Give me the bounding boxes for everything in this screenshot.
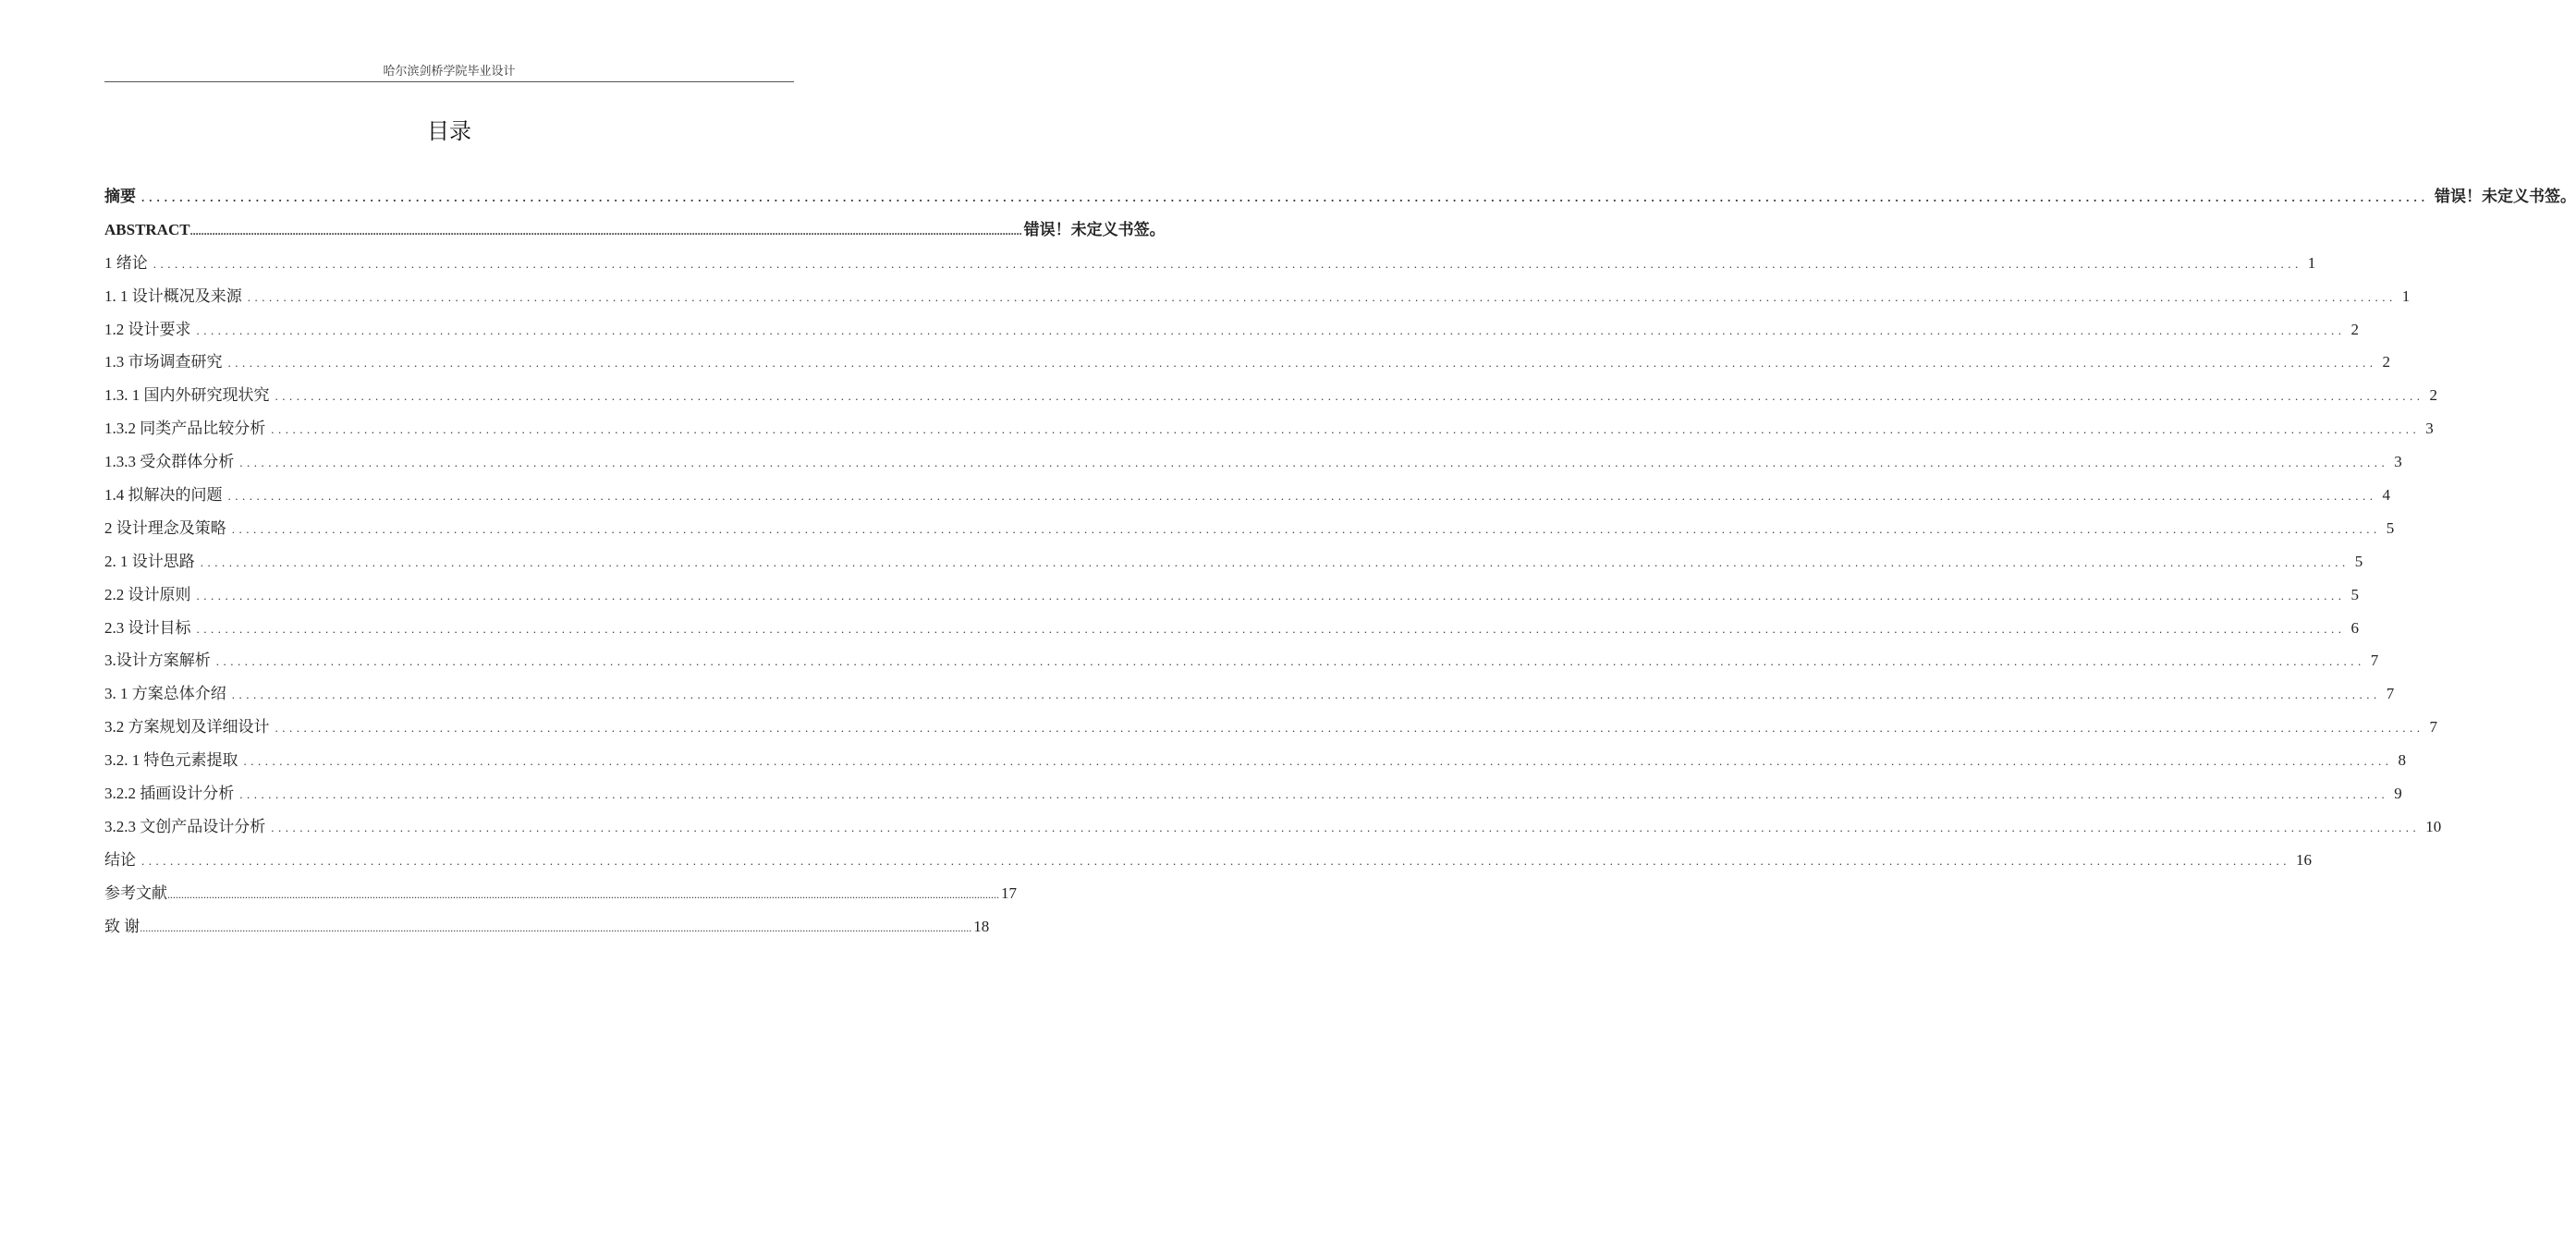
toc-dot-leader: ............................................................................................................................................................................................................................................................................................................ (141, 190, 2429, 204)
toc-entry-label: 摘要 (104, 188, 136, 205)
toc-entry[interactable] (104, 283, 2411, 316)
toc-entry-label: 3.设计方案解析 (104, 651, 211, 670)
toc-title: 目录 (427, 118, 471, 144)
toc-entry-page: 7 (2386, 685, 2395, 703)
toc-dot-leader: ............................................................................................................................................................................................................................................................................................................ (243, 754, 2393, 769)
toc-entry-label: 1 绪论 (104, 253, 148, 272)
toc-dot-leader: ............................................................................................................................................................................................................................................................................................................ (196, 588, 2346, 603)
toc-entry-page: 2 (2382, 353, 2390, 371)
toc-entry-page: 错误！未定义书签。 (2435, 188, 2576, 205)
toc-dot-leader: ............................................................................................................................................................................................................................................................................................................ (271, 422, 2421, 437)
toc-entry-label: 1.3.2 同类产品比较分析 (104, 420, 266, 438)
toc-dot-leader: ............................................................................................................................................................................................................................................................................................................ (275, 389, 2424, 404)
toc-dot-leader: ............................................................................................................................................................................................................................................................................................................ (215, 654, 2365, 669)
toc-entry[interactable] (104, 913, 990, 946)
toc-entry[interactable] (104, 448, 2402, 481)
toc-dot-leader: ............................................................................................................................................................................................................................................................................................................ (153, 256, 2302, 271)
toc-entry-page: 6 (2350, 618, 2359, 637)
toc-entry-label: 2.2 设计原则 (104, 585, 191, 603)
header-divider (104, 81, 794, 82)
toc-dot-leader: ............................................................................................................................................................................................................................................................................................................ (227, 356, 2377, 371)
toc-entry[interactable] (104, 382, 2437, 415)
toc-dot-leader: ............................................................................................................................................................................................................................................................................................................ (275, 721, 2424, 736)
toc-entry-page: 1 (2307, 253, 2316, 272)
toc-entry[interactable] (104, 250, 2316, 283)
toc-entry-label: 3.2. 1 特色元素提取 (104, 751, 238, 770)
toc-dot-leader: ............................................................................................................................................................................................................................................................................................................ (239, 456, 2389, 470)
toc-entry[interactable] (104, 415, 2434, 448)
toc-entry[interactable] (104, 846, 2312, 880)
toc-entry-label: 2. 1 设计思路 (104, 552, 195, 570)
toc-entry-label: 结论 (104, 850, 136, 869)
toc-dot-leader: ............................................................................................................................................................................................................................................................................................................ (227, 489, 2377, 504)
toc-entry-label: 1.3. 1 国内外研究现状究 (104, 386, 270, 405)
toc-entry-page: 2 (2350, 320, 2359, 338)
toc-entry[interactable] (104, 747, 2406, 780)
toc-entry-page: 17 (1001, 883, 1017, 902)
toc-entry-page: 5 (2386, 518, 2395, 537)
toc-entry-page: 5 (2350, 585, 2359, 603)
toc-dot-leader: ............................................................................................................................................................................................................................................................................................................ (271, 820, 2421, 834)
toc-entry-page: 9 (2394, 785, 2402, 803)
toc-entry-label: 1.2 设计要求 (104, 320, 191, 338)
toc-entry[interactable] (104, 183, 2576, 216)
toc-entry[interactable] (104, 481, 2390, 515)
toc-dot-leader: ............................................................................................................................................................................................................................................................................................................ (200, 554, 2350, 569)
toc-entry-page: 3 (2425, 420, 2434, 438)
toc-entry-label: 3.2.3 文创产品设计分析 (104, 817, 266, 835)
toc-dot-leader: ............................................................................................................................................................................................................................................................................................................ (247, 289, 2397, 304)
toc-entry[interactable] (104, 581, 2359, 615)
toc-entry-page: 18 (973, 917, 990, 935)
toc-entry-page: 3 (2394, 453, 2402, 471)
toc-entry-page: 7 (2370, 651, 2379, 670)
toc-dot-leader: ............................................................................................................................................................................................................................................................................................................ (189, 224, 1022, 237)
toc-entry-page: 7 (2429, 718, 2437, 737)
table-of-contents (104, 183, 2576, 945)
toc-entry[interactable] (104, 680, 2395, 713)
toc-entry[interactable] (104, 780, 2402, 813)
toc-entry-label: 参考文献 (104, 883, 167, 902)
toc-entry-page: 4 (2382, 486, 2390, 505)
toc-entry-page: 8 (2398, 751, 2406, 770)
toc-entry-label: 1.3.3 受众群体分析 (104, 453, 235, 471)
toc-entry-label: 1.3 市场调查研究 (104, 353, 223, 371)
toc-dot-leader: ............................................................................................................................................................................................................................................................................................................ (196, 323, 2346, 337)
toc-entry[interactable] (104, 348, 2390, 382)
toc-entry-label: 3.2.2 插画设计分析 (104, 785, 235, 803)
toc-entry-page: 1 (2401, 286, 2411, 305)
toc-entry-page: 16 (2296, 850, 2312, 869)
toc-entry-label: 1.4 拟解决的问题 (104, 486, 223, 505)
toc-entry-label: 致 谢 (104, 917, 140, 935)
toc-entry-label: 3.2 方案规划及详细设计 (104, 718, 270, 737)
toc-entry[interactable] (104, 647, 2379, 680)
toc-entry-label: 1. 1 设计概况及来源 (104, 286, 242, 305)
toc-dot-leader: ............................................................................................................................................................................................................................................................................................................ (196, 621, 2346, 636)
toc-entry-label: ABSTRACT (104, 220, 190, 238)
toc-dot-leader: ............................................................................................................................................................................................................................................................................................................ (141, 853, 2290, 868)
toc-entry-label: 2.3 设计目标 (104, 618, 191, 637)
toc-dot-leader: ............................................................................................................................................................................................................................................................................................................ (167, 887, 999, 901)
toc-dot-leader: ............................................................................................................................................................................................................................................................................................................ (231, 521, 2381, 536)
toc-dot-leader: ............................................................................................................................................................................................................................................................................................................ (239, 787, 2389, 802)
page-header: 哈尔滨剑桥学院毕业设计 (383, 64, 516, 78)
toc-entry[interactable] (104, 880, 1017, 913)
toc-entry[interactable] (104, 813, 2442, 846)
toc-entry[interactable] (104, 216, 1166, 250)
toc-entry[interactable] (104, 713, 2437, 747)
toc-dot-leader: ............................................................................................................................................................................................................................................................................................................ (231, 688, 2381, 702)
toc-entry[interactable] (104, 515, 2395, 548)
toc-entry-page: 错误！未定义书签。 (1023, 220, 1166, 238)
toc-entry[interactable] (104, 548, 2363, 581)
toc-entry-label: 2 设计理念及策略 (104, 518, 226, 537)
toc-entry[interactable] (104, 316, 2359, 349)
toc-entry[interactable] (104, 615, 2359, 648)
toc-entry-page: 10 (2425, 817, 2442, 835)
toc-dot-leader: ............................................................................................................................................................................................................................................................................................................ (140, 920, 972, 934)
toc-entry-label: 3. 1 方案总体介绍 (104, 685, 226, 703)
toc-entry-page: 5 (2354, 552, 2363, 570)
toc-entry-page: 2 (2429, 386, 2437, 405)
